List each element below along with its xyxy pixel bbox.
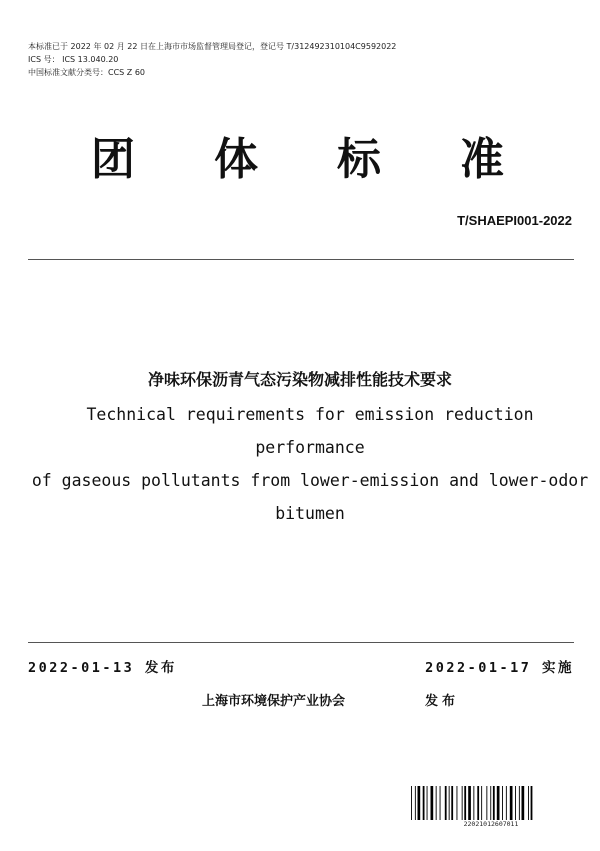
- title-char-3: 标: [337, 134, 381, 185]
- issuer-name: 上海市环境保护产业协会: [202, 694, 346, 709]
- registration-metadata: [28, 40, 396, 79]
- registration-line: 本标准已于 2022 年 02 月 22 日在上海市市场监督管理局登记，登记号 T/312492310104C9592022: [28, 42, 397, 51]
- ccs-line: 中国标准文献分类号：CCS Z 60: [28, 68, 145, 77]
- title-char-2: 体: [214, 134, 258, 185]
- standard-code: T/SHAEPI001-2022: [457, 213, 572, 228]
- barcode-icon: [410, 786, 572, 820]
- document-title-en: [30, 398, 590, 530]
- publish-date: 2022-01-13 发布: [28, 660, 177, 676]
- title-en-line-1: Technical requirements for emission reduction performance: [86, 405, 534, 457]
- implement-date: 2022-01-17 实施: [425, 660, 574, 676]
- barcode-number: 22021012607011: [463, 820, 519, 828]
- document-title-cn: 净味环保沥青气态污染物减排性能技术要求: [147, 370, 452, 389]
- ics-line: ICS 号： ICS 13.040.20: [28, 55, 119, 64]
- title-char-4: 准: [460, 134, 504, 185]
- standard-type-title: [0, 132, 600, 192]
- title-en-line-3: bitumen: [275, 504, 345, 523]
- header-divider: [28, 259, 574, 260]
- title-en-line-2: of gaseous pollutants from lower-emission and lower-odor: [31, 471, 589, 490]
- title-char-1: 团: [91, 134, 135, 185]
- issuer-action: 发布: [425, 694, 460, 709]
- footer-divider: [28, 642, 574, 643]
